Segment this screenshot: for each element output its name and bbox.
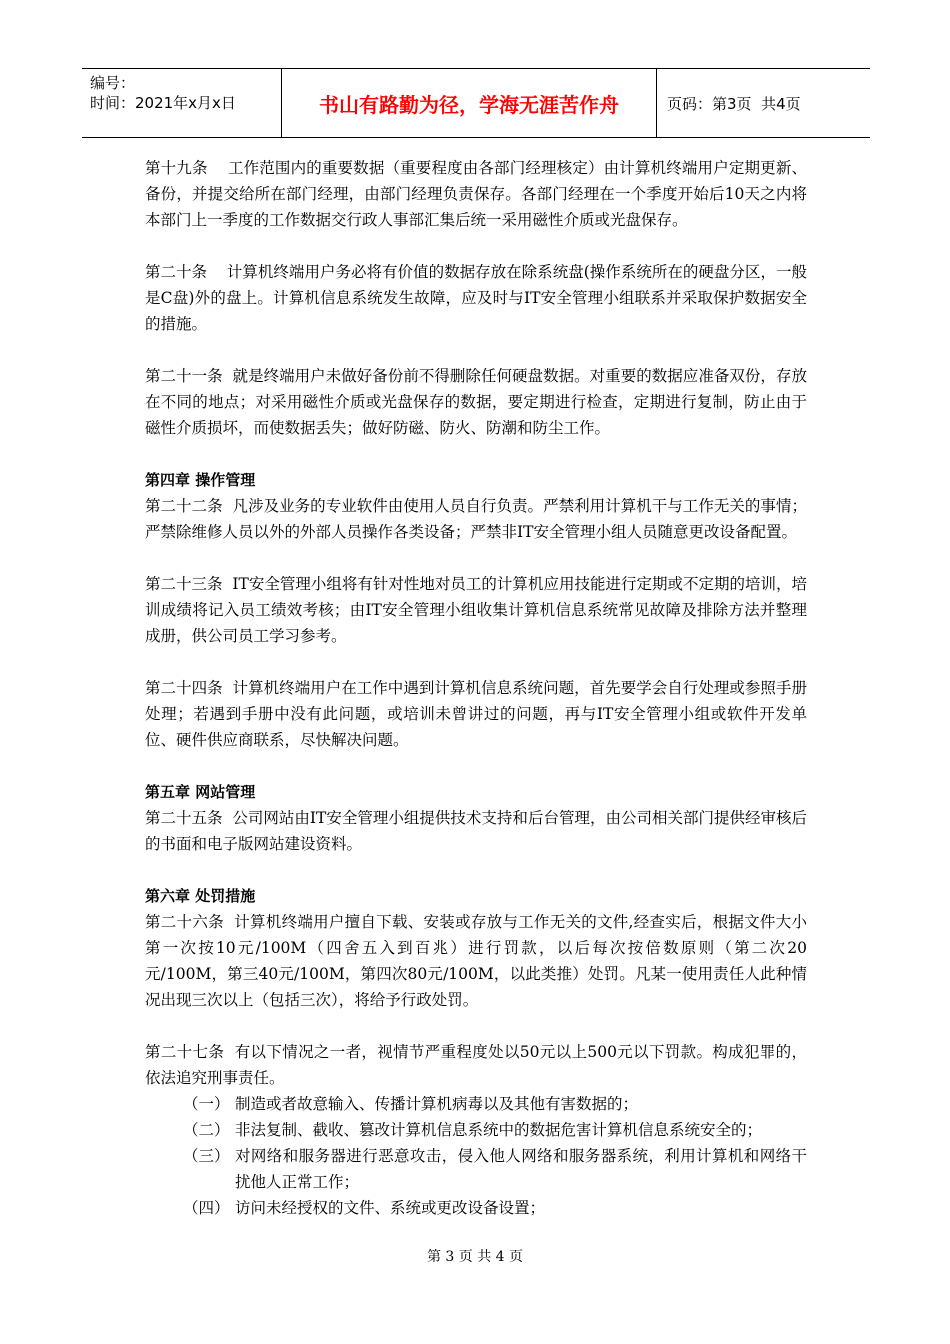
article-separator [223, 497, 233, 515]
article-separator [208, 159, 228, 177]
article-paragraph [145, 155, 807, 233]
list-item [183, 1117, 807, 1143]
list-item-number: （四） [183, 1199, 230, 1217]
article-text: 就是终端用户未做好备份前不得删除任何硬盘数据。对重要的数据应准备双份，存放在不同的地点；对采用磁性介质或光盘保存的数据，要定期进行检查，定期进行复制，防止由于磁性介质损坏，而使数据丢失；做好防磁、防火、防潮和防尘工作。 [145, 367, 807, 437]
list-item [183, 1143, 807, 1195]
article-number: 第二十一条 [145, 367, 223, 385]
header-page-info [657, 69, 870, 137]
article-paragraph [145, 675, 807, 753]
paragraph-gap [145, 545, 807, 571]
article-number: 第二十三条 [145, 575, 223, 593]
article-separator [224, 913, 234, 931]
article-paragraph [145, 363, 807, 441]
article-separator [223, 575, 233, 593]
paragraph-gap [145, 233, 807, 259]
document-time-label: 时间：2021年x月x日 [90, 94, 236, 112]
chapter-heading: 第五章 网站管理 [145, 783, 256, 801]
article-paragraph [145, 805, 807, 857]
article-separator [223, 367, 233, 385]
document-number-label: 编号： [90, 74, 136, 92]
article-number: 第二十五条 [145, 809, 223, 827]
list-item-number: （一） [183, 1095, 230, 1113]
article-text: 有以下情况之一者，视情节严重程度处以50元以上500元以下罚款。构成犯罪的，依法追究刑事责任。 [145, 1043, 807, 1087]
article-text: 凡涉及业务的专业软件由使用人员自行负责。严禁利用计算机干与工作无关的事情；严禁除维修人员以外的外部人员操作各类设备；严禁非IT安全管理小组人员随意更改设备配置。 [145, 497, 807, 541]
paragraph-gap [145, 753, 807, 779]
list-item-number: （三） [183, 1147, 230, 1165]
article-text: 计算机终端用户在工作中遇到计算机信息系统问题，首先要学会自行处理或参照手册处理；若遇到手册中没有此问题，或培训未曾讲过的问题，再与IT安全管理小组或软件开发单位、硬件供应商联系，尽快解决问题。 [145, 679, 807, 749]
article-number: 第十九条 [145, 159, 208, 177]
list-item [183, 1091, 807, 1117]
page-header [82, 68, 870, 138]
paragraph-gap [145, 857, 807, 883]
article-text: IT安全管理小组将有针对性地对员工的计算机应用技能进行定期或不定期的培训，培训成绩将记入员工绩效考核；由IT安全管理小组收集计算机信息系统常见故障及排除方法并整理成册，供公司员工学习参考。 [145, 575, 808, 645]
list-item-number: （二） [183, 1121, 230, 1139]
list-item-text: 制造或者故意输入、传播计算机病毒以及其他有害数据的； [235, 1095, 639, 1113]
article-separator [207, 263, 227, 281]
article-text: 计算机终端用户务必将有价值的数据存放在除系统盘(操作系统所在的硬盘分区，一般是C盘)外的盘上。计算机信息系统发生故障，应及时与IT安全管理小组联系并采取保护数据安全的措施。 [145, 263, 807, 333]
article-separator [223, 809, 233, 827]
page-info-text: 页码：第3页 共4页 [667, 94, 801, 113]
article-text: 公司网站由IT安全管理小组提供技术支持和后台管理，由公司相关部门提供经审核后的书面和电子版网站建设资料。 [145, 809, 808, 853]
paragraph-gap [145, 337, 807, 363]
chapter-heading: 第四章 操作管理 [145, 471, 256, 489]
list-item-text: 对网络和服务器进行恶意攻击，侵入他人网络和服务器系统，利用计算机和网络干扰他人正常工作； [235, 1147, 807, 1191]
article-number: 第二十六条 [145, 913, 224, 931]
document-body [145, 155, 807, 1221]
paragraph-gap [145, 441, 807, 467]
article-paragraph [145, 909, 807, 1013]
paragraph-gap [145, 649, 807, 675]
list-item-text: 非法复制、截收、篡改计算机信息系统中的数据危害计算机信息系统安全的； [235, 1121, 763, 1139]
chapter-heading: 第六章 处罚措施 [145, 887, 256, 905]
article-text: 计算机终端用户擅自下载、安装或存放与工作无关的文件,经查实后，根据文件大小第一次按10元/100M（四舍五入到百兆）进行罚款，以后每次按倍数原则（第二次20元/100M，第三40元/100M，第四次80元/100M，以此类推）处罚。凡某一使用责任人此种情况出现三次以上（包括三次），将给予行政处罚。 [145, 913, 807, 1009]
article-paragraph [145, 493, 807, 545]
article-number: 第二十条 [145, 263, 208, 281]
page-footer: 第 3 页 共 4 页 [426, 1249, 524, 1265]
list-item [183, 1195, 807, 1221]
article-number: 第二十四条 [145, 679, 223, 697]
list-item-text: 访问未经授权的文件、系统或更改设备设置； [235, 1199, 546, 1217]
article-text: 工作范围内的重要数据（重要程度由各部门经理核定）由计算机终端用户定期更新、备份，并提交给所在部门经理，由部门经理负责保存。各部门经理在一个季度开始后10天之内将本部门上一季度的工作数据交行政人事部汇集后统一采用磁性介质或光盘保存。 [145, 159, 807, 229]
article-separator [224, 1043, 235, 1061]
header-motto: 书山有路勤为径，学海无涯苦作舟 [282, 69, 657, 137]
article-paragraph [145, 571, 807, 649]
header-meta [82, 69, 282, 137]
article-paragraph [145, 259, 807, 337]
paragraph-gap [145, 1013, 807, 1039]
article-number: 第二十二条 [145, 497, 223, 515]
article-number: 第二十七条 [145, 1043, 225, 1061]
article-paragraph [145, 1039, 807, 1091]
article-separator [223, 679, 233, 697]
